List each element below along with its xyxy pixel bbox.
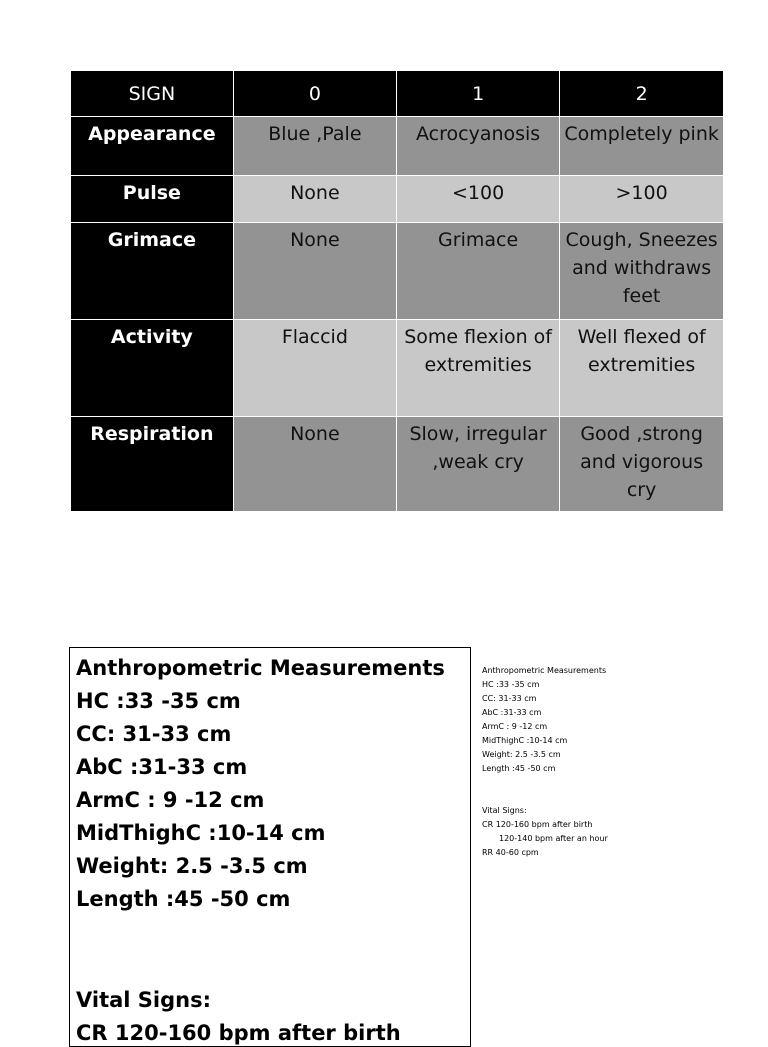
anthropometric-title: Anthropometric Measurements xyxy=(76,656,445,680)
vital-signs-item: CR 120-160 bpm after birth xyxy=(76,1021,401,1045)
small-note-vital-title: Vital Signs: xyxy=(482,806,527,815)
table-cell: None xyxy=(233,223,396,320)
measurement-item: Length :45 -50 cm xyxy=(76,887,291,911)
small-note-vital-item: 120-140 bpm after an hour xyxy=(499,834,608,843)
small-note-item: CC: 31-33 cm xyxy=(482,694,537,703)
table-cell: None xyxy=(233,176,396,223)
measurement-item: ArmC : 9 -12 cm xyxy=(76,788,265,812)
measurement-item: Weight: 2.5 -3.5 cm xyxy=(76,854,308,878)
table-cell: Blue ,Pale xyxy=(233,117,396,176)
small-note-title: Anthropometric Measurements xyxy=(482,666,607,675)
table-cell: Some flexion of extremities xyxy=(396,320,559,417)
measurement-item: CC: 31-33 cm xyxy=(76,722,232,746)
table-cell: Slow, irregular ,weak cry xyxy=(396,417,559,512)
measurement-item: AbC :31-33 cm xyxy=(76,755,248,779)
header-sign: SIGN xyxy=(71,71,233,117)
table-row xyxy=(71,176,723,223)
table-cell: None xyxy=(233,417,396,512)
small-note-vital-item: RR 40-60 cpm xyxy=(482,848,539,857)
table-cell: Completely pink xyxy=(560,117,723,176)
small-note-item: MidThighC :10-14 cm xyxy=(482,736,568,745)
row-sign-label: Respiration xyxy=(71,417,233,512)
table-cell: Grimace xyxy=(396,223,559,320)
table-cell: >100 xyxy=(560,176,723,223)
small-note-vital-item: CR 120-160 bpm after birth xyxy=(482,820,593,829)
table-cell: Cough, Sneezes and withdraws feet xyxy=(560,223,723,320)
table-cell: Acrocyanosis xyxy=(396,117,559,176)
table-cell: Flaccid xyxy=(233,320,396,417)
table-row xyxy=(71,320,723,417)
measurement-item: MidThighC :10-14 cm xyxy=(76,821,326,845)
small-note-item: Weight: 2.5 -3.5 cm xyxy=(482,750,561,759)
row-sign-label: Pulse xyxy=(71,176,233,223)
small-anthropometric-note xyxy=(482,664,682,860)
row-sign-label: Grimace xyxy=(71,223,233,320)
section-gap xyxy=(76,916,470,984)
small-note-item: Length :45 -50 cm xyxy=(482,764,556,773)
table-row xyxy=(71,417,723,512)
row-sign-label: Activity xyxy=(71,320,233,417)
header-score-1: 1 xyxy=(396,71,559,117)
small-note-item: ArmC : 9 -12 cm xyxy=(482,722,548,731)
table-row xyxy=(71,117,723,176)
table-row xyxy=(71,223,723,320)
anthropometric-box xyxy=(69,647,471,1047)
small-note-item: AbC :31-33 cm xyxy=(482,708,542,717)
measurement-item: HC :33 -35 cm xyxy=(76,689,241,713)
apgar-table xyxy=(71,71,723,511)
table-cell: Good ,strong and vigorous cry xyxy=(560,417,723,512)
small-note-item: HC :33 -35 cm xyxy=(482,680,540,689)
vital-signs-title: Vital Signs: xyxy=(76,988,212,1012)
row-sign-label: Appearance xyxy=(71,117,233,176)
table-header-row xyxy=(71,71,723,117)
small-note-gap xyxy=(482,776,682,804)
table-cell: <100 xyxy=(396,176,559,223)
table-cell: Well flexed of extremities xyxy=(560,320,723,417)
header-score-0: 0 xyxy=(233,71,396,117)
header-score-2: 2 xyxy=(560,71,723,117)
